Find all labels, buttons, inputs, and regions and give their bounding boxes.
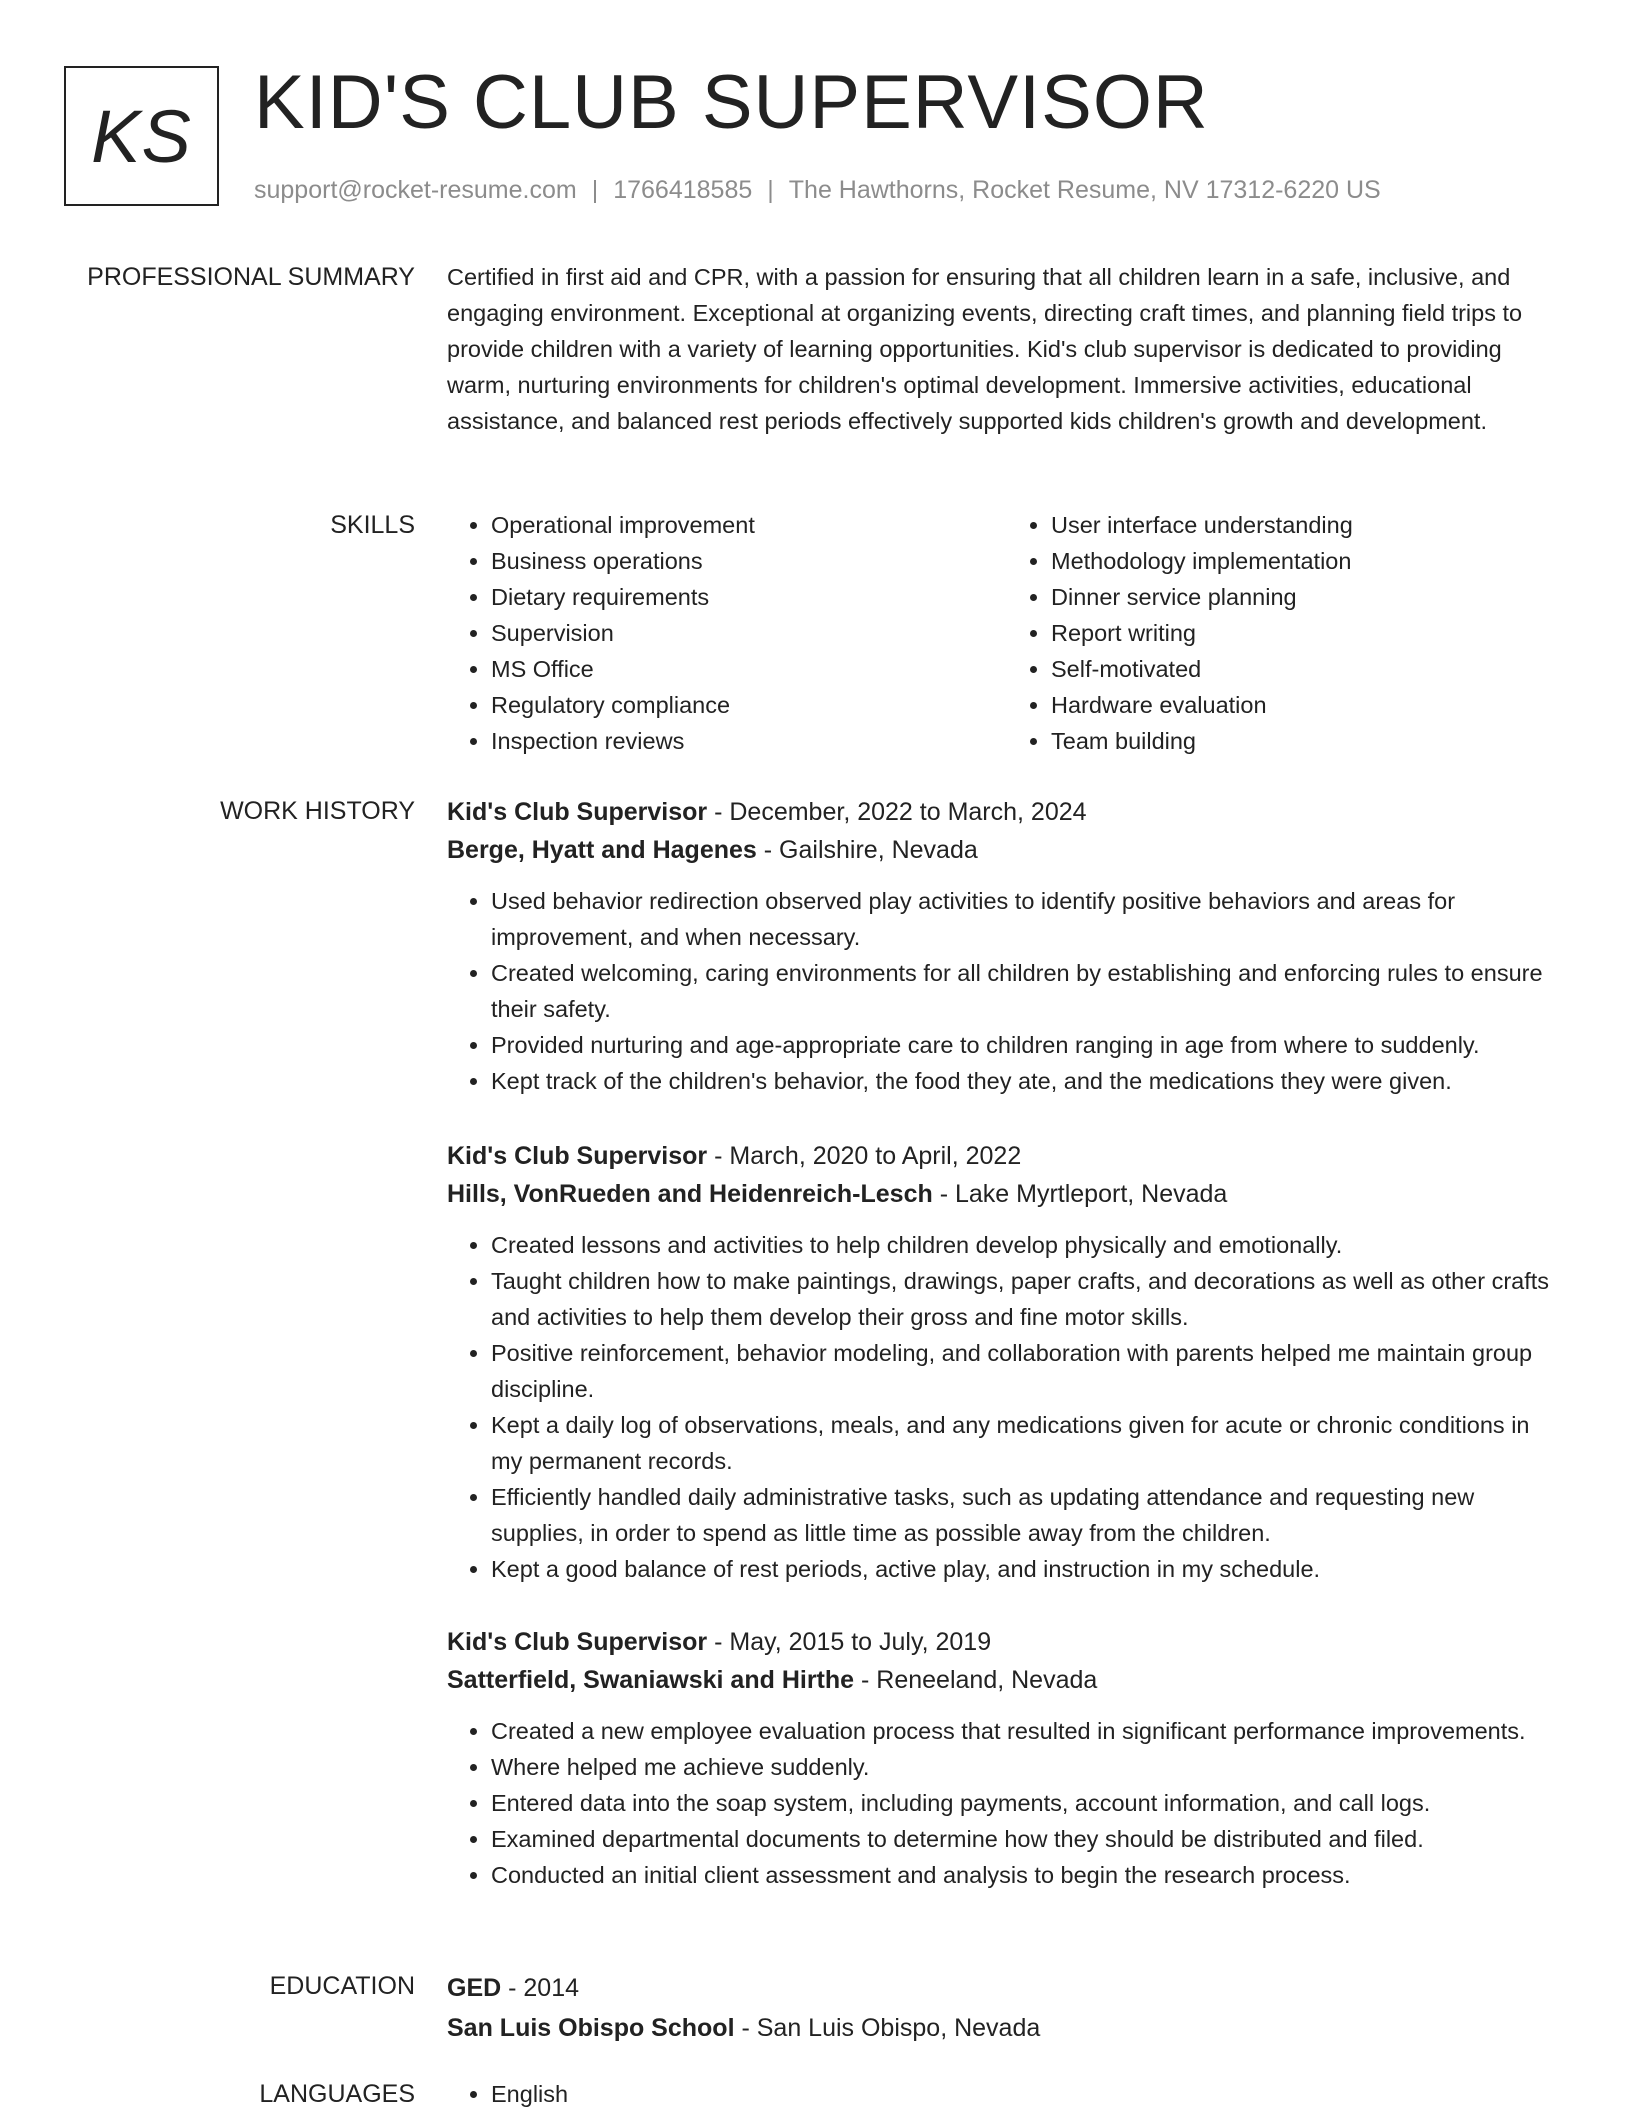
contact-separator: | [591,176,599,204]
job-bullet: • Efficiently handled daily administrative tasks, such as updating attendance and requesting new supplies, in order to spend as little time as possible away from the children. [491,1479,1567,1551]
monogram-initials: KS [91,94,192,178]
job-bullet: • Provided nurturing and age-appropriate care to children ranging in age from where to suddenly. [491,1027,1567,1063]
job-bullet: • Created a new employee evaluation process that resulted in significant performance improvements. [491,1713,1567,1749]
education-year: 2014 [523,1974,580,2002]
skill-item: • Team building [1051,723,1567,759]
languages-body [447,2076,1567,2112]
section-label-work-history: WORK HISTORY [220,797,415,825]
skill-item: • Dinner service planning [1051,579,1567,615]
skill-item: • Inspection reviews [491,723,1007,759]
job-entry [447,793,1567,1099]
job-bullet: • Examined departmental documents to determine how they should be distributed and filed. [491,1821,1567,1857]
section-label-education: EDUCATION [269,1972,415,2000]
skills-list-right [1007,507,1567,759]
education-body [447,1968,1567,2048]
skill-item: • Self-motivated [1051,651,1567,687]
job-title: Kid's Club Supervisor [447,1628,708,1656]
skill-item: • MS Office [491,651,1007,687]
job-company-line [447,831,1567,869]
skill-item: • Hardware evaluation [1051,687,1567,723]
job-dates: December, 2022 to March, 2024 [729,798,1087,826]
job-dash: - [854,1666,877,1694]
education-dash: - [501,1974,524,2002]
skill-item: • Supervision [491,615,1007,651]
job-title-line [447,1623,1567,1661]
job-bullet: • Created lessons and activities to help children develop physically and emotionally. [491,1227,1567,1263]
job-bullets [447,883,1567,1099]
job-dash: - [756,836,780,864]
job-entry [447,1623,1567,1893]
skill-item: • Dietary requirements [491,579,1007,615]
job-bullet: • Created welcoming, caring environments for all children by establishing and enforcing rules to ensure their safety. [491,955,1567,1027]
education-school: San Luis Obispo School [447,2014,735,2042]
job-dash: - [707,1628,730,1656]
section-label-summary: PROFESSIONAL SUMMARY [87,263,415,291]
job-bullets [447,1227,1567,1587]
section-label-skills: SKILLS [330,511,415,539]
job-bullet: • Entered data into the soap system, including payments, account information, and call logs. [491,1785,1567,1821]
job-bullet: • Where helped me achieve suddenly. [491,1749,1567,1785]
skill-item: • Report writing [1051,615,1567,651]
job-entry [447,1137,1567,1587]
job-bullet: • Kept a daily log of observations, meals, and any medications given for acute or chronic conditions in my permanent records. [491,1407,1567,1479]
contact-line [254,173,1381,207]
contact-email[interactable]: support@rocket-resume.com [254,176,577,204]
monogram-badge [64,66,219,206]
job-bullet: • Kept a good balance of rest periods, active play, and instruction in my schedule. [491,1551,1567,1587]
education-dash: - [734,2014,757,2042]
resume-title: KID'S CLUB SUPERVISOR [254,60,1209,145]
job-bullet: • Kept track of the children's behavior, the food they ate, and the medications they were given. [491,1063,1567,1099]
job-bullet: • Taught children how to make paintings, drawings, paper crafts, and decorations as well as other crafts and activities to help them develop their gross and fine motor skills. [491,1263,1567,1335]
job-company-line [447,1175,1567,1213]
contact-phone[interactable]: 1766418585 [613,176,753,204]
job-dash: - [707,1142,730,1170]
job-title: Kid's Club Supervisor [447,798,708,826]
education-degree: GED [447,1974,502,2002]
skill-item: • Methodology implementation [1051,543,1567,579]
job-title-line [447,1137,1567,1175]
job-bullets [447,1713,1567,1893]
contact-address: The Hawthorns, Rocket Resume, NV 17312-6220 US [788,176,1381,204]
job-dash: - [932,1180,955,1208]
summary-text: Certified in first aid and CPR, with a passion for ensuring that all children learn in a safe, inclusive, and engaging environment. Exceptional at organizing events, directing craft times, and planning field trips to provide children with a variety of learning opportunities. Kid's club supervisor is dedicated to providing warm, nurturing environments for children's optimal development. Immersive activities, educational assistance, and balanced rest periods effectively supported kids children's growth and development. [447,264,1523,434]
job-company: Berge, Hyatt and Hagenes [447,836,757,864]
job-dates: March, 2020 to April, 2022 [729,1142,1022,1170]
job-dash: - [707,798,730,826]
job-location: Reneeland, Nevada [876,1666,1098,1694]
job-dates: May, 2015 to July, 2019 [729,1628,992,1656]
job-company: Satterfield, Swaniawski and Hirthe [447,1666,855,1694]
education-location: San Luis Obispo, Nevada [756,2014,1041,2042]
contact-separator: | [767,176,774,204]
education-school-line [447,2008,1567,2048]
job-bullet: • Used behavior redirection observed play activities to identify positive behaviors and areas for improvement, and when necessary. [491,883,1567,955]
job-company-line [447,1661,1567,1699]
language-item: • English [491,2076,1567,2112]
skill-item: • Operational improvement [491,507,1007,543]
skill-item: • User interface understanding [1051,507,1567,543]
skill-item: • Regulatory compliance [491,687,1007,723]
education-degree-line [447,1968,1567,2008]
job-company: Hills, VonRueden and Heidenreich-Lesch [447,1180,933,1208]
skills-list-left [447,507,1007,759]
job-bullet: • Conducted an initial client assessment and analysis to begin the research process. [491,1857,1567,1893]
job-location: Gailshire, Nevada [779,836,978,864]
skill-item: • Business operations [491,543,1007,579]
job-bullet: • Positive reinforcement, behavior modeling, and collaboration with parents helped me maintain group discipline. [491,1335,1567,1407]
languages-list [447,2076,1567,2112]
skills-columns [447,507,1567,759]
job-title: Kid's Club Supervisor [447,1142,708,1170]
job-title-line [447,793,1567,831]
job-location: Lake Myrtleport, Nevada [954,1180,1228,1208]
section-label-languages: LANGUAGES [259,2080,415,2108]
